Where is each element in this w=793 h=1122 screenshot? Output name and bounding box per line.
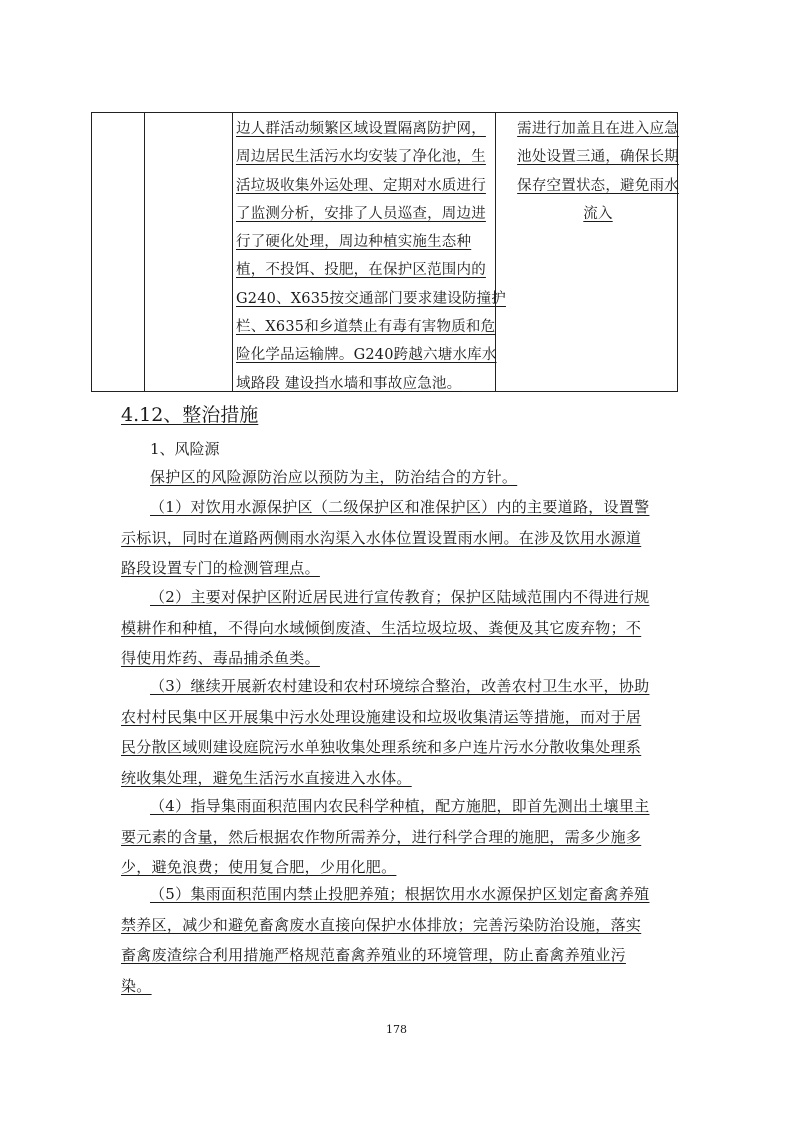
- paragraph-line: 少，避免浪费；使用复合肥，少用化肥。: [121, 858, 397, 876]
- table-divider: [232, 113, 233, 391]
- measure-paragraph-4: [121, 791, 661, 883]
- table-cell-line: G240、X635按交通部门要求建设防撞护: [236, 290, 506, 307]
- paragraph-line: 保护区的风险源防治应以预防为主，防治结合的方针。: [150, 468, 518, 486]
- paragraph-line: 模耕作和种植，不得向水域倾倒废渣、生活垃圾垃圾、粪便及其它废弃物；不: [121, 618, 642, 637]
- table-cell-line: 植，不投饵、投肥，在保护区范围内的: [236, 262, 486, 279]
- table-cell-line: 活垃圾收集外运处理、定期对水质进行: [236, 177, 486, 194]
- table-cell-measures: [236, 115, 506, 398]
- table-cell-line: 边人群活动频繁区域设置隔离防护网，: [236, 121, 486, 137]
- measure-paragraph-5: [121, 879, 661, 1001]
- paragraph-line: 路段设置专门的检测管理点。: [121, 559, 320, 577]
- paragraph-line: 畜禽废渣综合利用措施严格规范畜禽养殖业的环境管理，防止畜禽养殖业污: [121, 946, 626, 964]
- page-number: 178: [386, 1023, 407, 1036]
- paragraph-line: 民分散区域则建设庭院污水单独收集处理系统和多户连片污水分散收集处理系: [121, 738, 642, 756]
- continued-table: [91, 112, 678, 392]
- paragraph-line: （1）对饮用水源保护区（二级保护区和准保护区）内的主要道路，设置警: [150, 498, 650, 516]
- table-cell-line: 了监测分析，安排了人员巡查，周边进: [236, 205, 486, 222]
- paragraph-line: （3）继续开展新农村建设和农村环境综合整治，改善农村卫生水平，协助: [150, 677, 650, 695]
- table-cell-line: 需进行加盖且在进入应急: [517, 121, 679, 137]
- intro-paragraph: [121, 462, 661, 493]
- paragraph-line: 农村村民集中区开展集中污水处理设施建设和垃圾收集清运等措施，而对于居: [121, 707, 642, 726]
- paragraph-line: 得使用炸药、毒品捕杀鱼类。: [121, 649, 320, 667]
- table-cell-notes: [517, 115, 679, 228]
- paragraph-line: （5）集雨面积范围内禁止投肥养殖；根据饮用水水源保护区划定畜禽养殖: [150, 885, 650, 903]
- paragraph-line: 染。: [121, 976, 152, 995]
- table-divider: [144, 113, 145, 391]
- table-cell-line: 行了硬化处理，周边种植实施生态种: [236, 234, 472, 251]
- measure-paragraph-2: [121, 582, 661, 674]
- table-cell-line: 周边居民生活污水均安装了净化池，生: [236, 149, 486, 166]
- table-cell-line: 流入: [583, 205, 613, 222]
- measure-paragraph-1: [121, 492, 661, 584]
- paragraph-line: 要元素的含量，然后根据农作物所需养分，进行科学合理的施肥，需多少施多: [121, 827, 642, 846]
- section-subheading: 1、风险源: [150, 440, 220, 458]
- table-cell-line: 险化学品运输牌。G240跨越六塘水库水: [236, 347, 497, 364]
- paragraph-line: （2）主要对保护区附近居民进行宣传教育；保护区陆域范围内不得进行规: [150, 588, 650, 606]
- table-cell-line: 池处设置三通，确保长期: [517, 149, 679, 166]
- paragraph-line: 统收集处理，避免生活污水直接进入水体。: [121, 768, 412, 787]
- paragraph-line: 禁养区，减少和避免畜禽废水直接向保护水体排放；完善污染防治设施，落实: [121, 915, 642, 934]
- paragraph-line: 示标识，同时在道路两侧雨水沟渠入水体位置设置雨水闸。在涉及饮用水源道: [121, 528, 642, 547]
- table-cell-line: 保存空置状态，避免雨水: [517, 177, 679, 194]
- table-cell-line: 栏、X635和乡道禁止有毒有害物质和危: [236, 319, 496, 336]
- paragraph-line: （4）指导集雨面积范围内农民科学种植，配方施肥，即首先测出土壤里主: [150, 797, 650, 815]
- measure-paragraph-3: [121, 671, 661, 793]
- table-cell-line: 域路段 建设挡水墙和事故应急池。: [236, 375, 462, 392]
- section-heading: 4.12、整治措施: [121, 404, 259, 426]
